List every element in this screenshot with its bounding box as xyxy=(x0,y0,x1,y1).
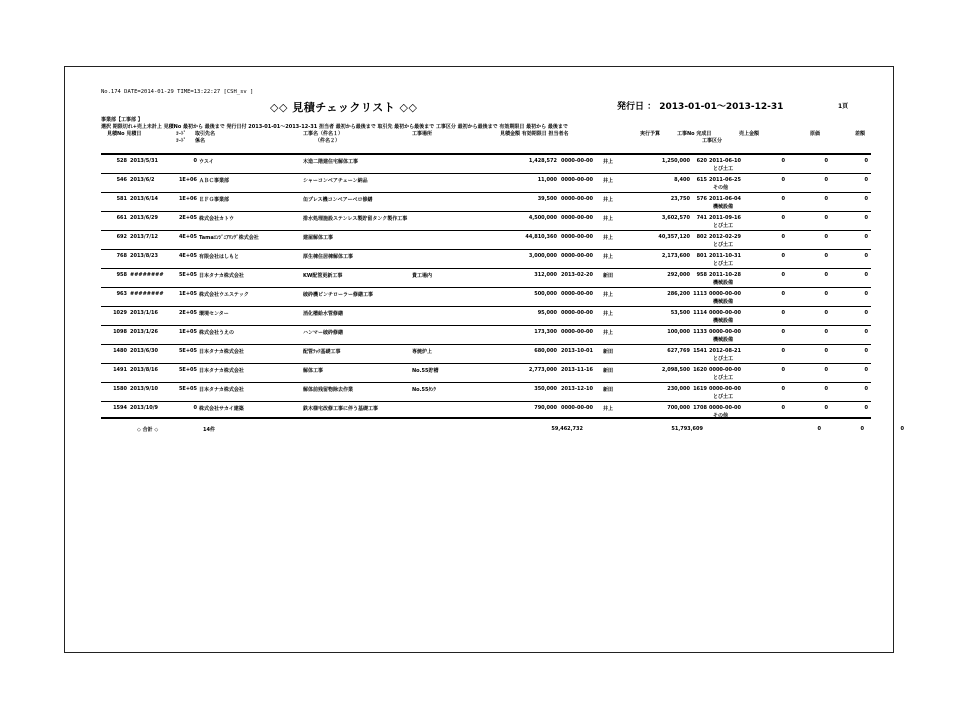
cell-amount: 173,300 xyxy=(534,329,557,335)
cell-estimate-date: 2013/6/2 xyxy=(130,177,155,183)
cell-person: 井上 xyxy=(603,311,614,317)
col-cost: 原価 xyxy=(810,131,821,137)
cell-code: 0 xyxy=(193,405,197,411)
total-amount: 59,462,732 xyxy=(551,426,583,432)
cell-code: 1E+06 xyxy=(178,196,197,202)
cell-client: 日本タナカ株式会社 xyxy=(199,368,244,374)
cell-expiry: 2013-02-20 xyxy=(561,272,593,278)
cell-work-name: 厚生棟住居棟解体工事 xyxy=(303,254,354,260)
cell-client: 環境センター xyxy=(199,311,229,317)
table-row xyxy=(101,306,871,325)
cell-work-class: とび土工 xyxy=(713,375,734,381)
cell-work-class: とび土工 xyxy=(713,356,734,362)
total-label: ◇ 合計 ◇ xyxy=(137,427,159,433)
cell-expiry: 0000-00-00 xyxy=(561,405,593,411)
cell-completion-date: 2012-08-21 xyxy=(709,348,741,354)
cell-sales: 0 xyxy=(781,177,785,183)
cell-estimate-no: 768 xyxy=(116,253,127,259)
cell-completion-date: 0000-00-00 xyxy=(709,386,741,392)
col-estimate-no: 見積No 見積日 xyxy=(107,131,142,137)
cell-work-class: 機械設備 xyxy=(713,318,734,324)
cell-budget: 292,000 xyxy=(667,272,690,278)
cell-expiry: 0000-00-00 xyxy=(561,329,593,335)
cell-code: 5E+05 xyxy=(178,272,197,278)
col-code1: ｺｰﾄﾞ xyxy=(176,131,187,137)
cell-budget: 2,173,600 xyxy=(661,253,690,259)
cell-margin: 0 xyxy=(864,215,868,221)
cell-amount: 1,428,572 xyxy=(528,158,557,164)
cell-cost: 0 xyxy=(824,405,828,411)
cell-completion-date: 2011-10-28 xyxy=(709,272,741,278)
cell-amount: 790,000 xyxy=(534,405,557,411)
table-row xyxy=(101,249,871,268)
cell-site: 貴工場内 xyxy=(412,273,433,279)
cell-amount: 39,500 xyxy=(537,196,557,202)
cell-amount: 11,000 xyxy=(537,177,557,183)
cell-client: ＡＢＣ事業部 xyxy=(199,178,230,184)
cell-expiry: 2013-11-16 xyxy=(561,367,593,373)
total-row xyxy=(101,426,904,436)
cell-client: ウスイ xyxy=(199,159,214,165)
cell-work-class: とび土工 xyxy=(713,223,734,229)
cell-work-class: とび土工 xyxy=(713,242,734,248)
cell-margin: 0 xyxy=(864,234,868,240)
cell-estimate-date: 2013/7/12 xyxy=(130,234,159,240)
cell-work-no: 1114 xyxy=(693,310,707,316)
cell-budget: 40,357,120 xyxy=(658,234,690,240)
filter-conditions: 選択 期限切れ+売上未計上 見積No 最初から 最後まで 発行日付 2013-01-01～2013-12-31 担当者 最初から最後まで 取引先 最初から最後まで 工事区分 最初から最後まで 有効期限日 最初から 最後まで xyxy=(101,124,568,130)
cell-budget: 53,500 xyxy=(670,310,690,316)
col-workno: 工事No 完成日 xyxy=(677,131,712,137)
cell-completion-date: 0000-00-00 xyxy=(709,367,741,373)
cell-completion-date: 0000-00-00 xyxy=(709,310,741,316)
cell-work-name: 鉄木様宅改修工事に伴う基礎工事 xyxy=(303,406,379,412)
cell-expiry: 0000-00-00 xyxy=(561,253,593,259)
cell-client: 有限会社はしもと xyxy=(199,254,240,260)
cell-margin: 0 xyxy=(864,329,868,335)
cell-estimate-date: ######## xyxy=(130,272,164,278)
cell-work-name: 配管ﾗｯｸ基礎工事 xyxy=(303,349,341,355)
cell-work-name: 建屋解体工事 xyxy=(303,235,334,241)
cell-expiry: 0000-00-00 xyxy=(561,310,593,316)
cell-cost: 0 xyxy=(824,177,828,183)
cell-amount: 350,000 xyxy=(534,386,557,392)
cell-margin: 0 xyxy=(864,253,868,259)
cell-person: 井上 xyxy=(603,197,614,203)
cell-work-name: KW配管更新工事 xyxy=(303,273,343,279)
cell-cost: 0 xyxy=(824,253,828,259)
table-row xyxy=(101,382,871,401)
cell-work-no: 802 xyxy=(696,234,707,240)
cell-expiry: 2013-12-10 xyxy=(561,386,593,392)
col-client: 取引先名 xyxy=(195,131,216,137)
cell-sales: 0 xyxy=(781,329,785,335)
cell-expiry: 0000-00-00 xyxy=(561,234,593,240)
cell-client: 株式会社うえの xyxy=(199,330,235,336)
cell-work-name: 排水処理施設ステンレス製貯留タンク製作工事 xyxy=(303,216,408,222)
cell-site: No.55貯槽 xyxy=(412,368,439,374)
cell-person: 井上 xyxy=(603,159,614,165)
cell-cost: 0 xyxy=(824,310,828,316)
table-row xyxy=(101,211,871,230)
cell-code: 5E+05 xyxy=(178,367,197,373)
cell-work-class: とび土工 xyxy=(713,166,734,172)
col-work-name: 工事名（件名１） xyxy=(303,131,344,137)
cell-work-class: とび土工 xyxy=(713,261,734,267)
cell-work-no: 958 xyxy=(696,272,707,278)
cell-site: 専焼炉上 xyxy=(412,349,433,355)
col-work-name2: （件名２） xyxy=(315,138,341,144)
cell-margin: 0 xyxy=(864,367,868,373)
cell-estimate-no: 1029 xyxy=(113,310,127,316)
col-person: 係名 xyxy=(195,138,206,144)
cell-estimate-no: 692 xyxy=(116,234,127,240)
cell-work-no: 1113 xyxy=(693,291,707,297)
cell-budget: 8,400 xyxy=(674,177,690,183)
cell-person: 新田 xyxy=(603,387,614,393)
cell-work-class: とび土工 xyxy=(713,394,734,400)
cell-estimate-date: 2013/6/29 xyxy=(130,215,159,221)
col-site: 工事場所 xyxy=(412,131,433,137)
cell-budget: 286,200 xyxy=(667,291,690,297)
col-sales: 売上金額 xyxy=(739,131,760,137)
total-sales: 0 xyxy=(817,426,821,432)
cell-work-name: 木造二階建住宅解体工事 xyxy=(303,159,359,165)
table-row xyxy=(101,344,871,363)
cell-work-class: その他 xyxy=(713,413,729,419)
department-filter: 事業部【工事部 】 xyxy=(101,117,143,123)
cell-estimate-no: 1098 xyxy=(113,329,127,335)
issue-date-range: 発行日 ： 2013-01-01～2013-12-31 xyxy=(617,102,784,112)
cell-person: 井上 xyxy=(603,216,614,222)
cell-work-no: 1133 xyxy=(693,329,707,335)
cell-cost: 0 xyxy=(824,348,828,354)
cell-work-no: 1620 xyxy=(693,367,707,373)
cell-cost: 0 xyxy=(824,367,828,373)
cell-work-class: 機械設備 xyxy=(713,280,734,286)
cell-estimate-date: 2013/6/14 xyxy=(130,196,159,202)
cell-sales: 0 xyxy=(781,272,785,278)
table-row xyxy=(101,173,871,192)
cell-cost: 0 xyxy=(824,215,828,221)
report-title: ◇◇ 見積チェックリスト ◇◇ xyxy=(270,101,418,114)
cell-sales: 0 xyxy=(781,215,785,221)
cell-person: 井上 xyxy=(603,330,614,336)
cell-budget: 2,098,500 xyxy=(661,367,690,373)
cell-estimate-date: 2013/8/23 xyxy=(130,253,159,259)
cell-estimate-date: 2013/5/31 xyxy=(130,158,159,164)
cell-person: 新田 xyxy=(603,273,614,279)
table-row xyxy=(101,325,871,344)
total-rule xyxy=(101,417,871,419)
cell-budget: 1,250,000 xyxy=(661,158,690,164)
cell-budget: 100,000 xyxy=(667,329,690,335)
cell-budget: 3,602,570 xyxy=(661,215,690,221)
cell-person: 新田 xyxy=(603,368,614,374)
cell-budget: 23,750 xyxy=(670,196,690,202)
cell-sales: 0 xyxy=(781,253,785,259)
cell-work-no: 801 xyxy=(696,253,707,259)
cell-estimate-date: ######## xyxy=(130,291,164,297)
cell-work-no: 1541 xyxy=(693,348,707,354)
cell-client: 株式会社サカイ建築 xyxy=(199,406,244,412)
cell-cost: 0 xyxy=(824,386,828,392)
table-row xyxy=(101,230,871,249)
cell-client: 株式会社ウエステック xyxy=(199,292,249,298)
page-number: 1頁 xyxy=(838,103,849,110)
cell-client: 株式会社カトウ xyxy=(199,216,235,222)
cell-estimate-no: 1491 xyxy=(113,367,127,373)
col-code2: ｺｰﾄﾞ xyxy=(176,138,187,144)
cell-completion-date: 0000-00-00 xyxy=(709,405,741,411)
cell-cost: 0 xyxy=(824,272,828,278)
total-cost: 0 xyxy=(860,426,864,432)
cell-margin: 0 xyxy=(864,158,868,164)
cell-completion-date: 2011-06-10 xyxy=(709,158,741,164)
cell-work-no: 576 xyxy=(696,196,707,202)
cell-margin: 0 xyxy=(864,196,868,202)
cell-amount: 4,500,000 xyxy=(528,215,557,221)
cell-work-class: その他 xyxy=(713,185,729,191)
cell-person: 井上 xyxy=(603,406,614,412)
cell-code: 4E+05 xyxy=(178,234,197,240)
table-row xyxy=(101,268,871,287)
cell-margin: 0 xyxy=(864,405,868,411)
cell-estimate-no: 1594 xyxy=(113,405,127,411)
cell-code: 1E+05 xyxy=(178,291,197,297)
table-row xyxy=(101,363,871,382)
col-amount: 見積金額 有効期限日 担当者名 xyxy=(500,131,569,137)
cell-margin: 0 xyxy=(864,177,868,183)
report-meta-line: No.174 DATE=2014-01-29 TIME=13:22:27 [CSH_sv ] xyxy=(101,89,254,95)
cell-work-no: 615 xyxy=(696,177,707,183)
cell-work-name: 破砕機ピンチローラー修繕工事 xyxy=(303,292,374,298)
cell-work-name: ハンマー破砕修繕 xyxy=(303,330,344,336)
cell-expiry: 0000-00-00 xyxy=(561,177,593,183)
cell-completion-date: 2011-06-25 xyxy=(709,177,741,183)
cell-client: Tamaｴﾝｼﾞﾆｱﾘﾝｸﾞ株式会社 xyxy=(199,235,259,241)
cell-completion-date: 2011-06-04 xyxy=(709,196,741,202)
cell-estimate-no: 1480 xyxy=(113,348,127,354)
cell-client: 日本タナカ株式会社 xyxy=(199,349,244,355)
cell-margin: 0 xyxy=(864,386,868,392)
cell-sales: 0 xyxy=(781,291,785,297)
cell-amount: 680,000 xyxy=(534,348,557,354)
cell-estimate-date: 2013/9/10 xyxy=(130,386,159,392)
cell-sales: 0 xyxy=(781,367,785,373)
cell-client: ＥＦＧ事業部 xyxy=(199,197,230,203)
cell-estimate-no: 958 xyxy=(116,272,127,278)
cell-person: 井上 xyxy=(603,235,614,241)
cell-client: 日本タナカ株式会社 xyxy=(199,387,244,393)
cell-estimate-date: 2013/6/30 xyxy=(130,348,159,354)
cell-person: 井上 xyxy=(603,254,614,260)
table-row xyxy=(101,154,871,173)
col-budget: 実行予算 xyxy=(640,131,661,137)
cell-client: 日本タナカ株式会社 xyxy=(199,273,244,279)
cell-expiry: 0000-00-00 xyxy=(561,215,593,221)
cell-margin: 0 xyxy=(864,310,868,316)
cell-work-name: 解体前残留物除去作業 xyxy=(303,387,354,393)
cell-work-no: 620 xyxy=(696,158,707,164)
cell-amount: 2,773,000 xyxy=(528,367,557,373)
cell-work-name: シャーコンベアチェーン納品 xyxy=(303,178,368,184)
total-budget: 51,793,609 xyxy=(671,426,703,432)
cell-budget: 700,000 xyxy=(667,405,690,411)
col-margin: 差額 xyxy=(855,131,866,137)
cell-sales: 0 xyxy=(781,158,785,164)
cell-code: 0 xyxy=(193,158,197,164)
cell-margin: 0 xyxy=(864,348,868,354)
cell-amount: 312,000 xyxy=(534,272,557,278)
cell-sales: 0 xyxy=(781,348,785,354)
cell-amount: 3,000,000 xyxy=(528,253,557,259)
cell-estimate-no: 1580 xyxy=(113,386,127,392)
cell-person: 新田 xyxy=(603,349,614,355)
col-workclass: 工事区分 xyxy=(702,138,723,144)
cell-cost: 0 xyxy=(824,196,828,202)
cell-expiry: 0000-00-00 xyxy=(561,291,593,297)
cell-estimate-no: 963 xyxy=(116,291,127,297)
cell-estimate-no: 546 xyxy=(116,177,127,183)
cell-budget: 230,000 xyxy=(667,386,690,392)
cell-code: 1E+06 xyxy=(178,177,197,183)
cell-cost: 0 xyxy=(824,234,828,240)
cell-sales: 0 xyxy=(781,386,785,392)
cell-work-name: 缶プレス機コンベアーベロ修繕 xyxy=(303,197,373,203)
report-sheet xyxy=(64,66,904,653)
cell-code: 4E+05 xyxy=(178,253,197,259)
cell-site: No.55ﾀﾝｸ xyxy=(412,387,436,393)
cell-estimate-no: 661 xyxy=(116,215,127,221)
cell-sales: 0 xyxy=(781,196,785,202)
cell-work-class: 機械設備 xyxy=(713,299,734,305)
cell-cost: 0 xyxy=(824,291,828,297)
cell-estimate-date: 2013/1/26 xyxy=(130,329,159,335)
cell-work-name: 解体工事 xyxy=(303,368,324,374)
cell-work-no: 1619 xyxy=(693,386,707,392)
cell-person: 井上 xyxy=(603,178,614,184)
total-margin: 0 xyxy=(900,426,904,432)
cell-amount: 95,000 xyxy=(537,310,557,316)
cell-sales: 0 xyxy=(781,234,785,240)
cell-code: 2E+05 xyxy=(178,310,197,316)
cell-sales: 0 xyxy=(781,310,785,316)
cell-margin: 0 xyxy=(864,272,868,278)
cell-completion-date: 2012-02-29 xyxy=(709,234,741,240)
cell-completion-date: 2011-10-31 xyxy=(709,253,741,259)
cell-code: 5E+05 xyxy=(178,386,197,392)
cell-work-no: 741 xyxy=(696,215,707,221)
cell-work-class: 機械設備 xyxy=(713,337,734,343)
total-count: 14件 xyxy=(203,427,215,433)
cell-estimate-no: 528 xyxy=(116,158,127,164)
table-row xyxy=(101,287,871,306)
cell-completion-date: 0000-00-00 xyxy=(709,329,741,335)
cell-margin: 0 xyxy=(864,291,868,297)
cell-completion-date: 2011-09-16 xyxy=(709,215,741,221)
cell-expiry: 2013-10-01 xyxy=(561,348,593,354)
cell-cost: 0 xyxy=(824,329,828,335)
cell-estimate-no: 581 xyxy=(116,196,127,202)
cell-sales: 0 xyxy=(781,405,785,411)
cell-work-no: 1708 xyxy=(693,405,707,411)
cell-expiry: 0000-00-00 xyxy=(561,196,593,202)
cell-cost: 0 xyxy=(824,158,828,164)
cell-work-name: 消化槽給水管修繕 xyxy=(303,311,344,317)
cell-estimate-date: 2013/10/9 xyxy=(130,405,159,411)
cell-expiry: 0000-00-00 xyxy=(561,158,593,164)
cell-amount: 500,000 xyxy=(534,291,557,297)
cell-budget: 627,769 xyxy=(667,348,690,354)
table-row xyxy=(101,192,871,211)
cell-work-class: 機械設備 xyxy=(713,204,734,210)
cell-code: 5E+05 xyxy=(178,348,197,354)
cell-code: 1E+05 xyxy=(178,329,197,335)
cell-estimate-date: 2013/1/16 xyxy=(130,310,159,316)
cell-amount: 44,810,360 xyxy=(525,234,557,240)
cell-estimate-date: 2013/8/16 xyxy=(130,367,159,373)
cell-code: 2E+05 xyxy=(178,215,197,221)
cell-completion-date: 0000-00-00 xyxy=(709,291,741,297)
cell-person: 井上 xyxy=(603,292,614,298)
